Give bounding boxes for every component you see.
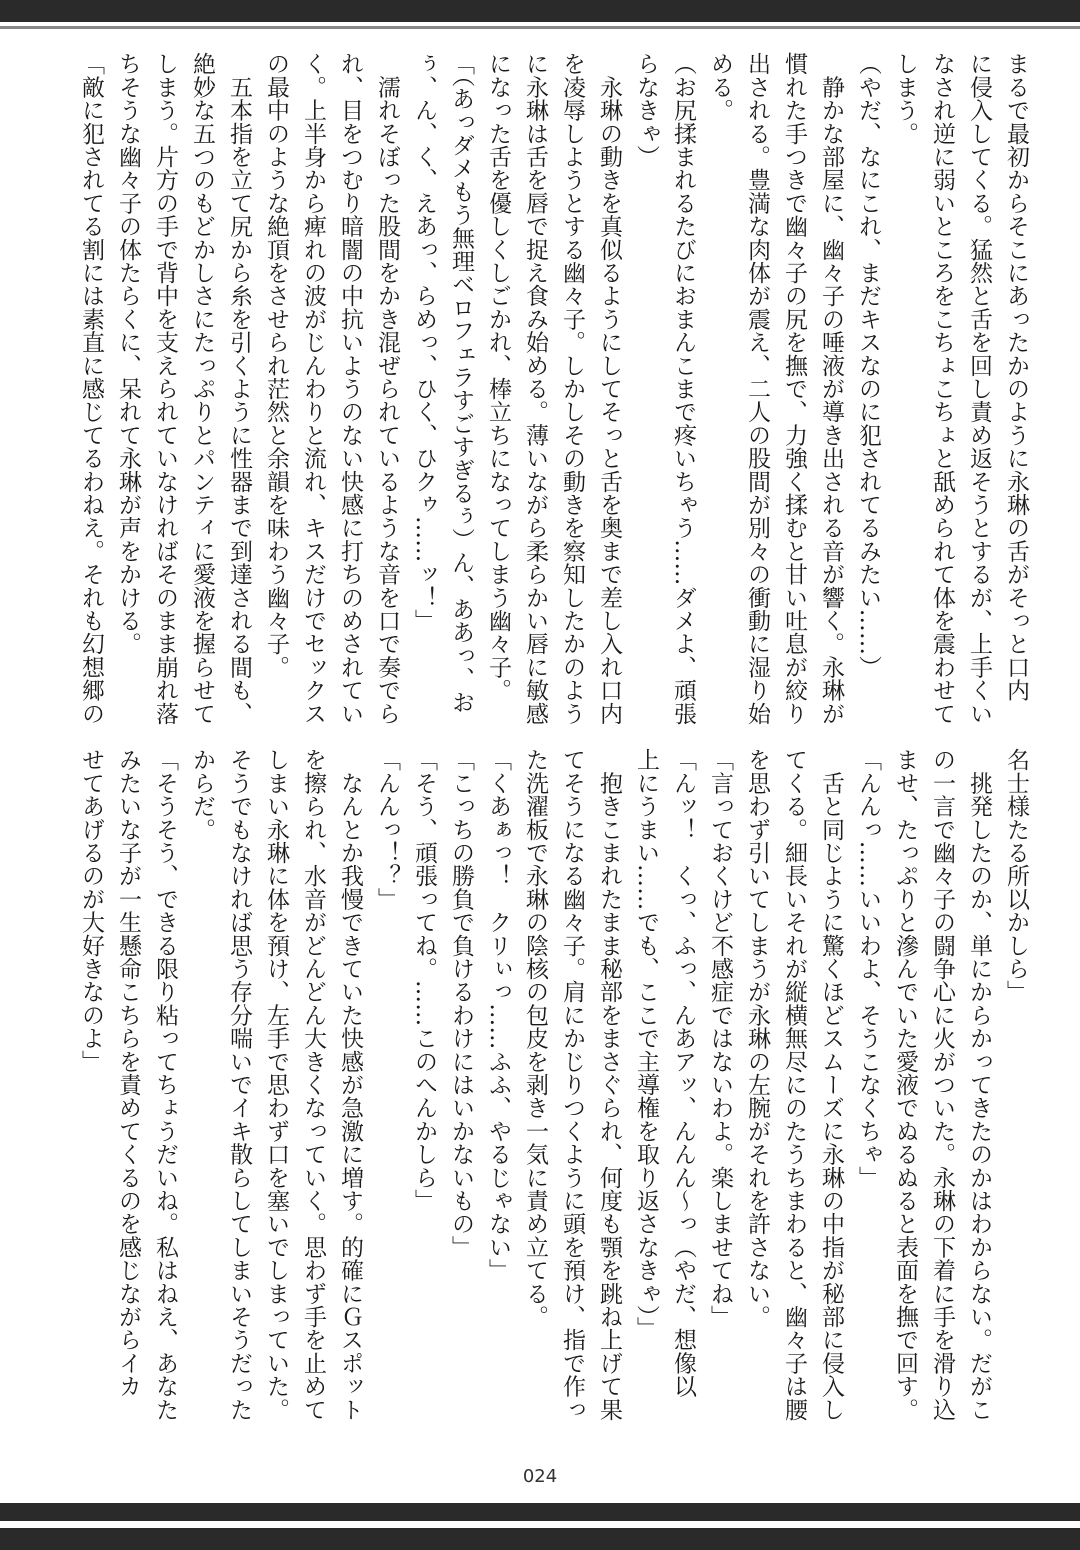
text-column: 「敵に犯されてる割には素直に感じてるわねえ。それも幻想郷の xyxy=(78,52,104,725)
text-column: しまい永琳に体を預け、左手で思わず口を塞いでしまっていた。 xyxy=(263,748,289,1421)
text-column: 「（あっダメもう無理ベロフェラすごすぎるぅ）ん、ああっ、お xyxy=(448,52,474,714)
page-number: 024 xyxy=(522,1466,558,1487)
text-column: 「言っておくけど不感症ではないわよ。楽しませてね」 xyxy=(707,748,733,1328)
text-column: ちそうな幽々子の体たらくに、呆れて永琳が声をかける。 xyxy=(115,52,141,656)
bottom-text-block xyxy=(72,748,1034,1448)
text-column: 「そうそう、できる限り粘ってちょうだいね。私はねえ、あなた xyxy=(152,748,178,1421)
text-column: 永琳の動きを真似るようにしてそっと舌を奥まで差し入れ口内 xyxy=(596,52,622,725)
text-column: （やだ、なにこれ、まだキスなのに犯されてるみたい……） xyxy=(855,52,881,679)
text-column: 絶妙な五つのもどかしさにたっぷりとパンティに愛液を握らせて xyxy=(189,52,215,725)
text-column: そうでもなければ思う存分喘いでイキ散らしてしまいそうだった xyxy=(226,748,252,1421)
text-column: 「そう、頑張ってね。……このへんかしら」 xyxy=(411,748,437,1212)
text-column: を擦られ、水音がどんどん大きくなっていく。思わず手を止めて xyxy=(300,748,326,1421)
text-column: しまう。 xyxy=(892,52,918,145)
text-column: に侵入してくる。猛然と舌を回し責め返そうとするが、上手くい xyxy=(966,52,992,725)
top-text-block xyxy=(72,52,1034,732)
text-column: 出される。豊満な肉体が震え、二人の股間が別々の衝動に湿り始 xyxy=(744,52,770,725)
top-border-bar xyxy=(0,0,1080,22)
text-column: 五本指を立て尻から糸を引くように性器まで到達される間も、 xyxy=(226,52,252,725)
text-column: く。上半身から痺れの波がじんわりと流れ、キスだけでセックス xyxy=(300,52,326,725)
bottom-border-bar xyxy=(0,1503,1080,1521)
text-column: てそうになる幽々子。肩にかじりつくように頭を預け、指で作っ xyxy=(559,748,585,1421)
text-column: せてあげるのが大好きなのよ」 xyxy=(78,748,104,1073)
text-column: を思わず引いてしまうが永琳の左腕がそれを許さない。 xyxy=(744,748,770,1328)
text-column: てくる。細長いそれが縦横無尽にのたうちまわると、幽々子は腰 xyxy=(781,748,807,1421)
text-column: 舌と同じように驚くほどスムーズに永琳の中指が秘部に侵入し xyxy=(818,748,844,1421)
text-column: 上にうまい……でも、ここで主導権を取り返さなきゃ）」 xyxy=(633,748,659,1340)
text-column: なされ逆に弱いところをこちょこちょと舐められて体を震わせて xyxy=(929,52,955,725)
text-column: まるで最初からそこにあったかのように永琳の舌がそっと口内 xyxy=(1003,52,1029,702)
top-border-line xyxy=(0,26,1080,29)
text-column: 「くあぁっ！ クリぃっ……ふふ、やるじゃない」 xyxy=(485,748,511,1282)
text-column: た洗濯板で永琳の陰核の包皮を剥き一気に責め立てる。 xyxy=(522,748,548,1328)
text-column: 静かな部屋に、幽々子の唾液が導き出される音が響く。永琳が xyxy=(818,52,844,725)
text-column: 「こっちの勝負で負けるわけにはいかないもの」 xyxy=(448,748,474,1259)
text-column: 「んッ！ くっ、ふっ、んあアッ、んんん〜っ（やだ、想像以 xyxy=(670,748,696,1398)
text-column: の一言で幽々子の闘争心に火がついた。永琳の下着に手を滑り込 xyxy=(929,748,955,1421)
text-column: 「んんっ！？」 xyxy=(374,748,400,911)
text-column: ぅ、ん、く、えあっ、らめっ、ひく、ひクゥ……ッ！」 xyxy=(411,52,437,632)
text-column: （お尻揉まれるたびにおまんこまで疼いちゃう……ダメよ、頑張 xyxy=(670,52,696,725)
text-column: める。 xyxy=(707,52,733,122)
text-column: からだ。 xyxy=(189,748,215,841)
text-column: みたいな子が一生懸命こちらを責めてくるのを感じながらイカ xyxy=(115,748,141,1398)
text-column: しまう。片方の手で背中を支えられていなければそのまま崩れ落 xyxy=(152,52,178,725)
text-column: になった舌を優しくしごかれ、棒立ちになってしまう幽々子。 xyxy=(485,52,511,702)
text-column: 抱きこまれたまま秘部をまさぐられ、何度も顎を跳ね上げて果 xyxy=(596,748,622,1421)
text-column: の最中のような絶頂をさせられ茫然と余韻を味わう幽々子。 xyxy=(263,52,289,679)
text-column: 濡れそぼった股間をかき混ぜられているような音を口で奏でら xyxy=(374,52,400,725)
text-column: らなきゃ） xyxy=(633,52,659,168)
text-column: 「んんっ……いいわよ、そうこなくちゃ」 xyxy=(855,748,881,1189)
text-column: 名士様たる所以かしら」 xyxy=(1003,748,1029,1004)
text-column: 慣れた手つきで幽々子の尻を撫で、力強く揉むと甘い吐息が絞り xyxy=(781,52,807,725)
text-column: 挑発したのか、単にからかってきたのかはわからない。だがこ xyxy=(966,748,992,1421)
bottom-border-bar-2 xyxy=(0,1528,1080,1550)
text-column: を凌辱しようとする幽々子。しかしその動きを察知したかのよう xyxy=(559,52,585,725)
text-column: ませ、たっぷりと滲んでいた愛液でぬるぬると表面を撫で回す。 xyxy=(892,748,918,1421)
text-column: れ、目をつむり暗闇の中抗いようのない快感に打ちのめされてい xyxy=(337,52,363,725)
text-column: なんとか我慢できていた快感が急激に増す。的確にＧスポット xyxy=(337,748,363,1421)
text-column: に永琳は舌を唇で捉え食み始める。薄いながら柔らかい唇に敏感 xyxy=(522,52,548,725)
